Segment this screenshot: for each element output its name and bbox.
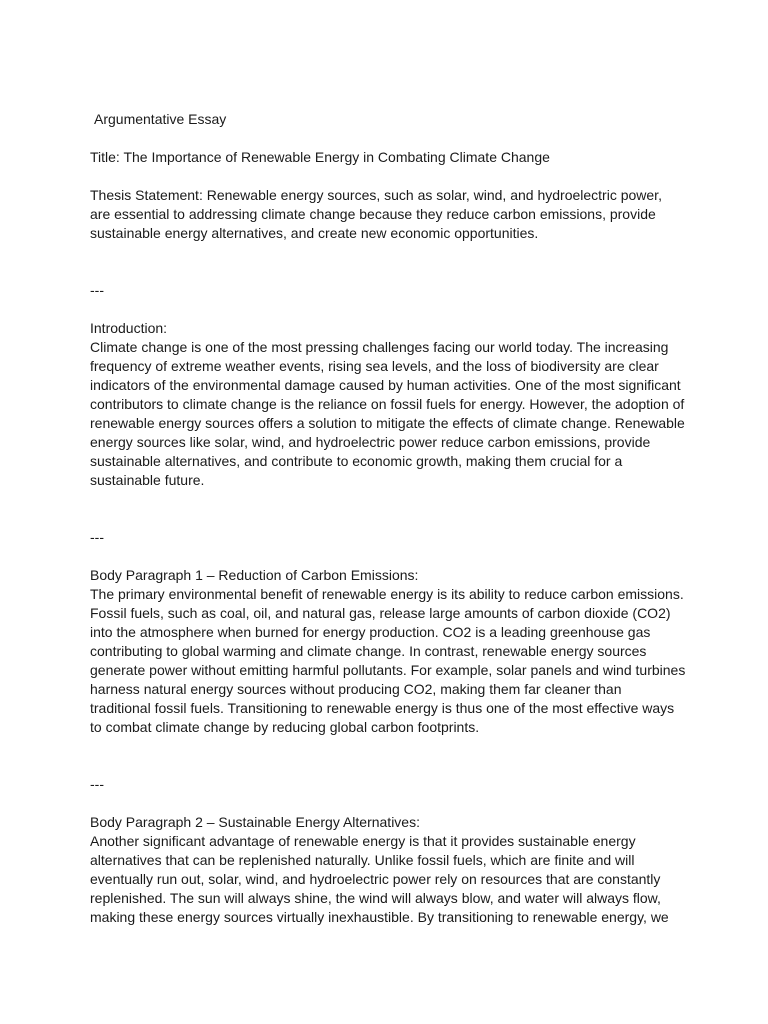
body1-line: contributing to global warming and climate change. In contrast, renewable energy sources xyxy=(90,643,647,659)
body2-line: replenished. The sun will always shine, the wind will always blow, and water will always flow, xyxy=(90,890,661,906)
spacer xyxy=(90,167,690,186)
introduction-section xyxy=(90,319,690,490)
document-content xyxy=(90,110,690,927)
spacer xyxy=(90,794,690,813)
body1-line: into the atmosphere when burned for energy production. CO2 is a leading greenhouse gas xyxy=(90,624,651,640)
body2-line: making these energy sources virtually inexhaustible. By transitioning to renewable energy, we xyxy=(90,909,669,925)
essay-title: Title: The Importance of Renewable Energy in Combating Climate Change xyxy=(90,149,550,165)
introduction-line: indicators of the environmental damage caused by human activities. One of the most significant xyxy=(90,377,681,393)
body-paragraph-2 xyxy=(90,813,690,927)
body2-line: eventually run out, solar, wind, and hydroelectric power rely on resources that are constantly xyxy=(90,871,661,887)
body1-line: to combat climate change by reducing global carbon footprints. xyxy=(90,719,480,735)
body1-line: traditional fossil fuels. Transitioning to renewable energy is thus one of the most effective ways xyxy=(90,700,675,716)
body1-line: generate power without emitting harmful pollutants. For example, solar panels and wind turbines xyxy=(90,662,686,678)
document-title: Argumentative Essay xyxy=(94,111,227,127)
spacer xyxy=(90,243,690,281)
body2-heading: Body Paragraph 2 – Sustainable Energy Alternatives: xyxy=(90,814,420,830)
body2-line: Another significant advantage of renewable energy is that it provides sustainable energy xyxy=(90,833,636,849)
spacer xyxy=(90,547,690,566)
spacer xyxy=(90,129,690,148)
introduction-heading: Introduction: xyxy=(90,320,168,336)
body-paragraph-1 xyxy=(90,566,690,737)
introduction-line: sustainable future. xyxy=(90,472,205,488)
introduction-line: energy sources like solar, wind, and hydroelectric power reduce carbon emissions, provide xyxy=(90,434,651,450)
body2-line: alternatives that can be replenished naturally. Unlike fossil fuels, which are finite and will xyxy=(90,852,635,868)
introduction-line: frequency of extreme weather events, rising sea levels, and the loss of biodiversity are clear xyxy=(90,358,659,374)
body1-line: The primary environmental benefit of renewable energy is its ability to reduce carbon emissions. xyxy=(90,586,684,602)
spacer xyxy=(90,490,690,528)
section-separator: --- xyxy=(90,529,104,545)
introduction-line: Climate change is one of the most pressing challenges facing our world today. The increasing xyxy=(90,339,669,355)
body1-heading: Body Paragraph 1 – Reduction of Carbon Emissions: xyxy=(90,567,419,583)
introduction-line: sustainable alternatives, and contribute to economic growth, making them crucial for a xyxy=(90,453,623,469)
section-separator: --- xyxy=(90,776,104,792)
introduction-line: contributors to climate change is the reliance on fossil fuels for energy. However, the adoption of xyxy=(90,396,685,412)
thesis-line: sustainable energy alternatives, and create new economic opportunities. xyxy=(90,225,539,241)
thesis-line: Thesis Statement: Renewable energy sources, such as solar, wind, and hydroelectric power, xyxy=(90,187,662,203)
body1-line: harness natural energy sources without producing CO2, making them far cleaner than xyxy=(90,681,622,697)
introduction-line: renewable energy sources offers a solution to mitigate the effects of climate change. Renewable xyxy=(90,415,685,431)
thesis-statement xyxy=(90,186,690,243)
spacer xyxy=(90,300,690,319)
spacer xyxy=(90,737,690,775)
thesis-line: are essential to addressing climate change because they reduce carbon emissions, provide xyxy=(90,206,656,222)
body1-line: Fossil fuels, such as coal, oil, and natural gas, release large amounts of carbon dioxide (CO2) xyxy=(90,605,671,621)
section-separator: --- xyxy=(90,282,104,298)
